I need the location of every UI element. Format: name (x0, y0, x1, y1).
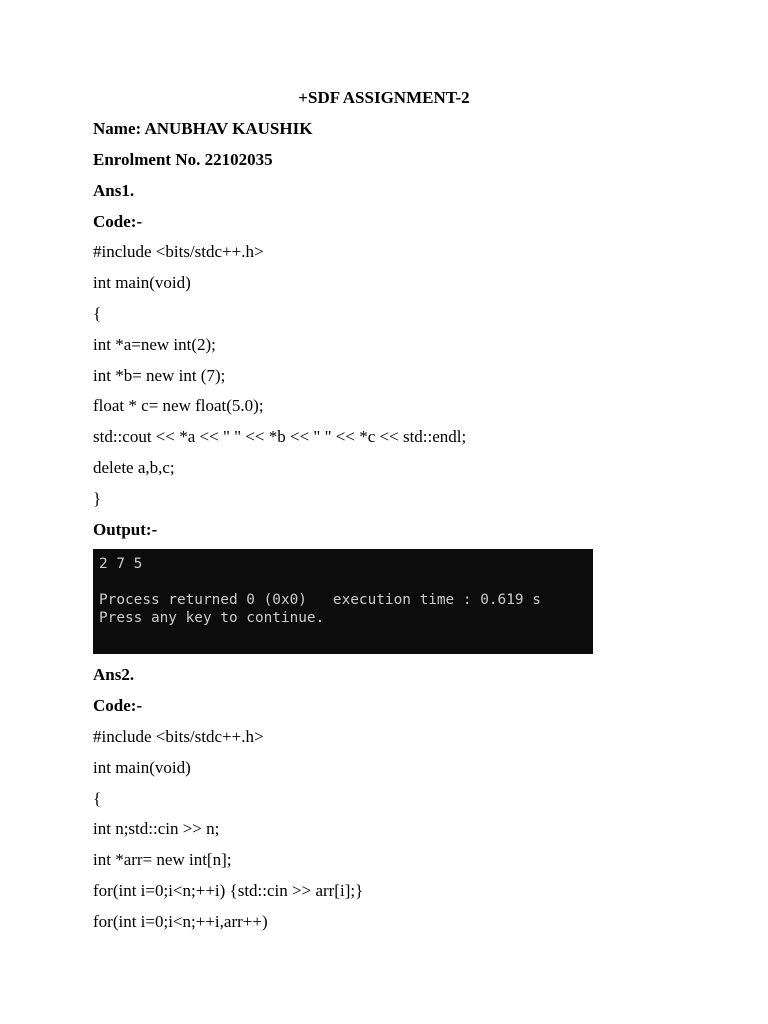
ans1-code-label: Code:- (93, 212, 143, 231)
console-line: 2 7 5 (99, 556, 143, 572)
ans1-output-label: Output:- (93, 520, 158, 539)
ans2-code-line: #include <bits/stdc++.h> (93, 727, 264, 746)
enrolment-number: Enrolment No. 22102035 (93, 150, 273, 169)
ans2-code-line: { (93, 789, 102, 808)
ans2-code-line: int n;std::cin >> n; (93, 819, 220, 838)
ans1-code-line: #include <bits/stdc++.h> (93, 242, 264, 261)
ans1-code-line: int *a=new int(2); (93, 335, 216, 354)
ans2-code-line: int *arr= new int[n]; (93, 850, 232, 869)
ans1-code-line: float * c= new float(5.0); (93, 396, 264, 415)
student-name: Name: ANUBHAV KAUSHIK (93, 119, 313, 138)
ans1-code-line: { (93, 304, 102, 323)
ans1-code-line: delete a,b,c; (93, 458, 175, 477)
ans1-heading: Ans1. (93, 181, 135, 200)
ans2-heading: Ans2. (93, 665, 135, 684)
ans1-code-line: int main(void) (93, 273, 191, 292)
ans1-code-line: int *b= new int (7); (93, 366, 226, 385)
ans2-code-line: for(int i=0;i<n;++i) {std::cin >> arr[i];} (93, 881, 364, 900)
ans2-code-line: int main(void) (93, 758, 191, 777)
console-line: Process returned 0 (0x0) execution time : 0.619 s (99, 592, 541, 608)
console-output-screenshot (93, 549, 593, 654)
ans1-code-line: std::cout << *a << " " << *b << " " << *c << std::endl; (93, 427, 467, 446)
ans2-code-label: Code:- (93, 696, 143, 715)
document-title: +SDF ASSIGNMENT-2 (298, 88, 470, 107)
console-line: Press any key to continue. (99, 610, 325, 626)
ans2-code-line: for(int i=0;i<n;++i,arr++) (93, 912, 268, 931)
ans1-code-line: } (93, 489, 102, 508)
